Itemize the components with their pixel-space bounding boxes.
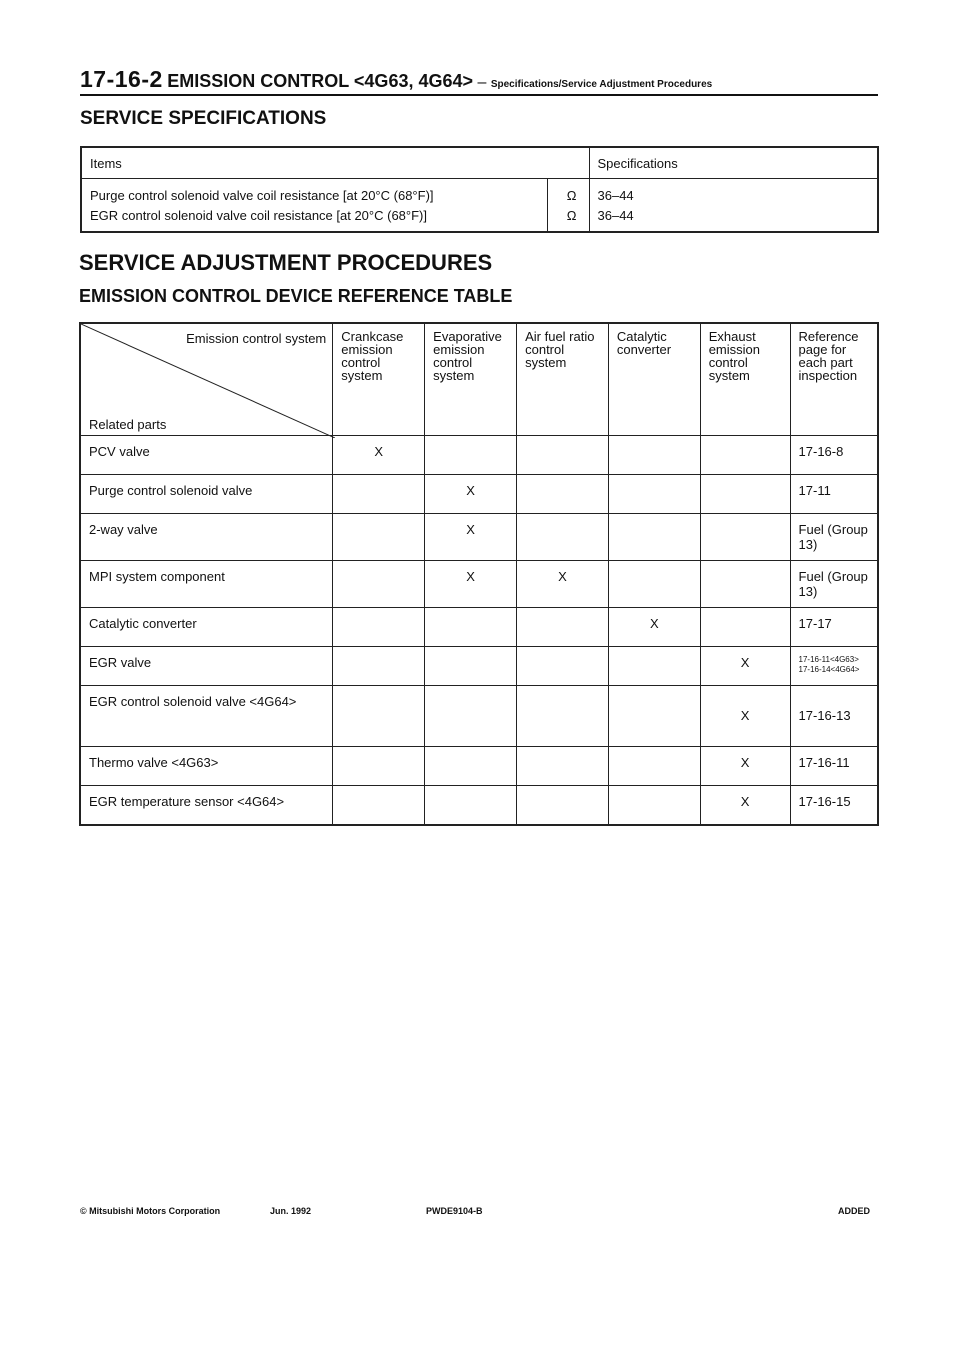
table-row (80, 647, 878, 686)
mark-cell (517, 647, 609, 686)
mark-cell (333, 686, 425, 747)
column-header: Air fuel ratio control system (517, 323, 609, 436)
mark-cell (608, 686, 700, 747)
mark-cell (700, 561, 790, 608)
mark-cell: X (425, 475, 517, 514)
service-specs-table (80, 146, 879, 233)
mark-cell (608, 647, 700, 686)
page-number: 17-16-2 (80, 66, 163, 92)
chapter-title: EMISSION CONTROL <4G63, 4G64> (167, 71, 474, 91)
mark-cell (425, 786, 517, 826)
mark-cell (425, 747, 517, 786)
reference-page: 17-16-15 (790, 786, 878, 826)
mark-cell (333, 786, 425, 826)
mark-cell (333, 747, 425, 786)
mark-cell (517, 686, 609, 747)
footer-status: ADDED (838, 1206, 871, 1216)
corner-bottom-label: Related parts (89, 417, 167, 432)
header-dash: – (477, 74, 487, 91)
column-header: Evaporative emission control system (425, 323, 517, 436)
spec-header-items: Items (81, 147, 589, 179)
table-row (80, 686, 878, 747)
page-header (80, 66, 878, 96)
mark-cell: X (700, 747, 790, 786)
corner-top-label: Emission control system (186, 331, 327, 346)
mark-cell: X (608, 608, 700, 647)
part-name: EGR control solenoid valve <4G64> (80, 686, 333, 747)
mark-cell (700, 475, 790, 514)
part-name: PCV valve (80, 436, 333, 475)
mark-cell (425, 436, 517, 475)
mark-cell (700, 608, 790, 647)
mark-cell (517, 436, 609, 475)
mark-cell (608, 561, 700, 608)
mark-cell (700, 436, 790, 475)
reference-table (79, 322, 879, 826)
corner-cell (80, 323, 333, 436)
mark-cell (608, 747, 700, 786)
reference-page: Fuel (Group 13) (790, 514, 878, 561)
mark-cell (517, 514, 609, 561)
spec-item: Purge control solenoid valve coil resistance [at 20°C (68°F)] (81, 179, 547, 206)
mark-cell (517, 608, 609, 647)
spec-unit: Ω (547, 179, 589, 206)
mark-cell (333, 561, 425, 608)
footer-date: Jun. 1992 (270, 1206, 312, 1216)
table-row (81, 205, 878, 232)
service-specs-heading: SERVICE SPECIFICATIONS (80, 108, 327, 129)
mark-cell (333, 475, 425, 514)
column-header: Exhaust emission control system (700, 323, 790, 436)
mark-cell: X (700, 686, 790, 747)
mark-cell (517, 475, 609, 514)
footer-code: PWDE9104-B (426, 1206, 483, 1216)
table-row (80, 436, 878, 475)
column-header: Reference page for each part inspection (790, 323, 878, 436)
mark-cell (517, 786, 609, 826)
spec-value: 36–44 (589, 205, 878, 232)
mark-cell: X (700, 786, 790, 826)
mark-cell (333, 514, 425, 561)
spec-item: EGR control solenoid valve coil resistance [at 20°C (68°F)] (81, 205, 547, 232)
table-row (80, 475, 878, 514)
part-name: Purge control solenoid valve (80, 475, 333, 514)
mark-cell: X (425, 514, 517, 561)
reference-table-heading: EMISSION CONTROL DEVICE REFERENCE TABLE (79, 286, 513, 306)
reference-page: 17-16-11 (790, 747, 878, 786)
spec-header-specs: Specifications (589, 147, 878, 179)
reference-page: 17-16-8 (790, 436, 878, 475)
reference-table-header (80, 323, 878, 436)
reference-page: 17-16-13 (790, 686, 878, 747)
table-row (80, 514, 878, 561)
header-subtitle: Specifications/Service Adjustment Procedures (490, 79, 713, 90)
mark-cell: X (517, 561, 609, 608)
part-name: MPI system component (80, 561, 333, 608)
spec-unit: Ω (547, 205, 589, 232)
table-row (80, 608, 878, 647)
part-name: EGR temperature sensor <4G64> (80, 786, 333, 826)
part-name: Thermo valve <4G63> (80, 747, 333, 786)
mark-cell (517, 747, 609, 786)
adjustment-heading: SERVICE ADJUSTMENT PROCEDURES (79, 250, 493, 275)
reference-page-4g63: 17-16-11<4G63> (798, 655, 859, 664)
mark-cell (425, 686, 517, 747)
mark-cell (608, 436, 700, 475)
table-row (80, 561, 878, 608)
reference-page: 17-17 (790, 608, 878, 647)
reference-page: 17-11 (790, 475, 878, 514)
footer-copyright: © Mitsubishi Motors Corporation (80, 1206, 221, 1216)
reference-page: Fuel (Group 13) (790, 561, 878, 608)
mark-cell (425, 608, 517, 647)
mark-cell (333, 608, 425, 647)
table-row (81, 179, 878, 206)
part-name: EGR valve (80, 647, 333, 686)
mark-cell (700, 514, 790, 561)
mark-cell (333, 647, 425, 686)
mark-cell (608, 514, 700, 561)
mark-cell (608, 786, 700, 826)
mark-cell: X (425, 561, 517, 608)
column-header: Catalytic converter (608, 323, 700, 436)
reference-page (790, 647, 878, 686)
mark-cell (425, 647, 517, 686)
table-row (80, 747, 878, 786)
table-row (80, 786, 878, 826)
column-header: Crankcase emission control system (333, 323, 425, 436)
reference-page-4g64: 17-16-14<4G64> (798, 665, 860, 674)
mark-cell: X (700, 647, 790, 686)
part-name: Catalytic converter (80, 608, 333, 647)
part-name: 2-way valve (80, 514, 333, 561)
mark-cell: X (333, 436, 425, 475)
spec-value: 36–44 (589, 179, 878, 206)
mark-cell (608, 475, 700, 514)
